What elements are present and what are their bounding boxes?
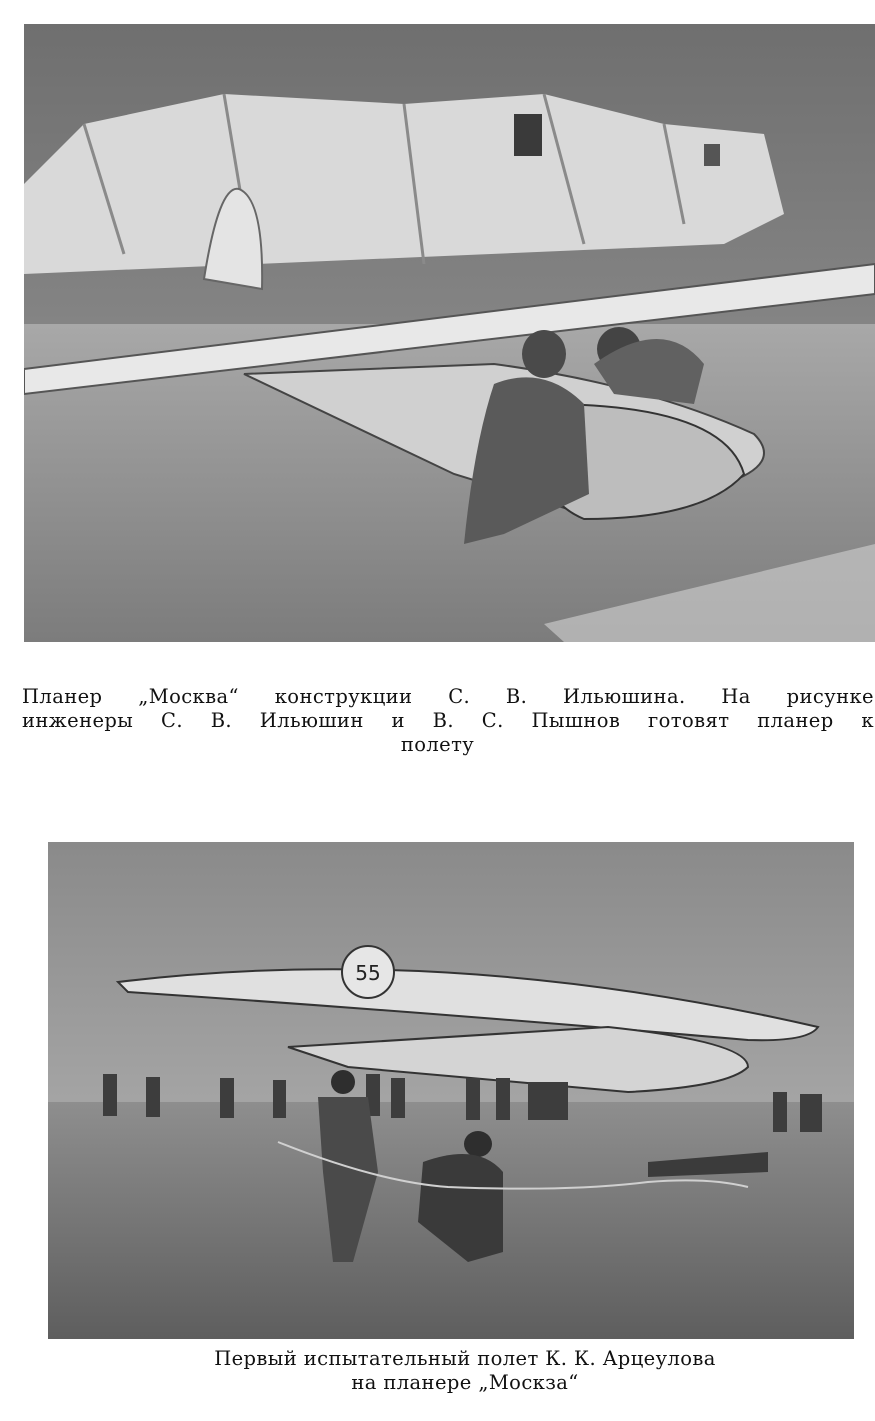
caption-1-line-1: Планер „Москва“ конструкции С. В. Ильюшина. На рисунке xyxy=(22,685,874,708)
caption-photo-2 xyxy=(0,1347,875,1395)
photo-glider-test-flight xyxy=(48,842,854,1339)
caption-1-line-3: полету xyxy=(400,733,475,756)
glider-number: 55 xyxy=(355,961,381,985)
caption-2-line-1: Первый испытательный полет К. К. Арцеулова xyxy=(214,1347,716,1370)
caption-photo-1 xyxy=(0,685,875,757)
caption-1-line-2: инженеры С. В. Ильюшин и В. С. Пышнов готовят планер к xyxy=(22,709,874,732)
caption-2-line-2: на планере „Москза“ xyxy=(351,1371,579,1394)
photo-glider-on-ground xyxy=(24,24,875,642)
